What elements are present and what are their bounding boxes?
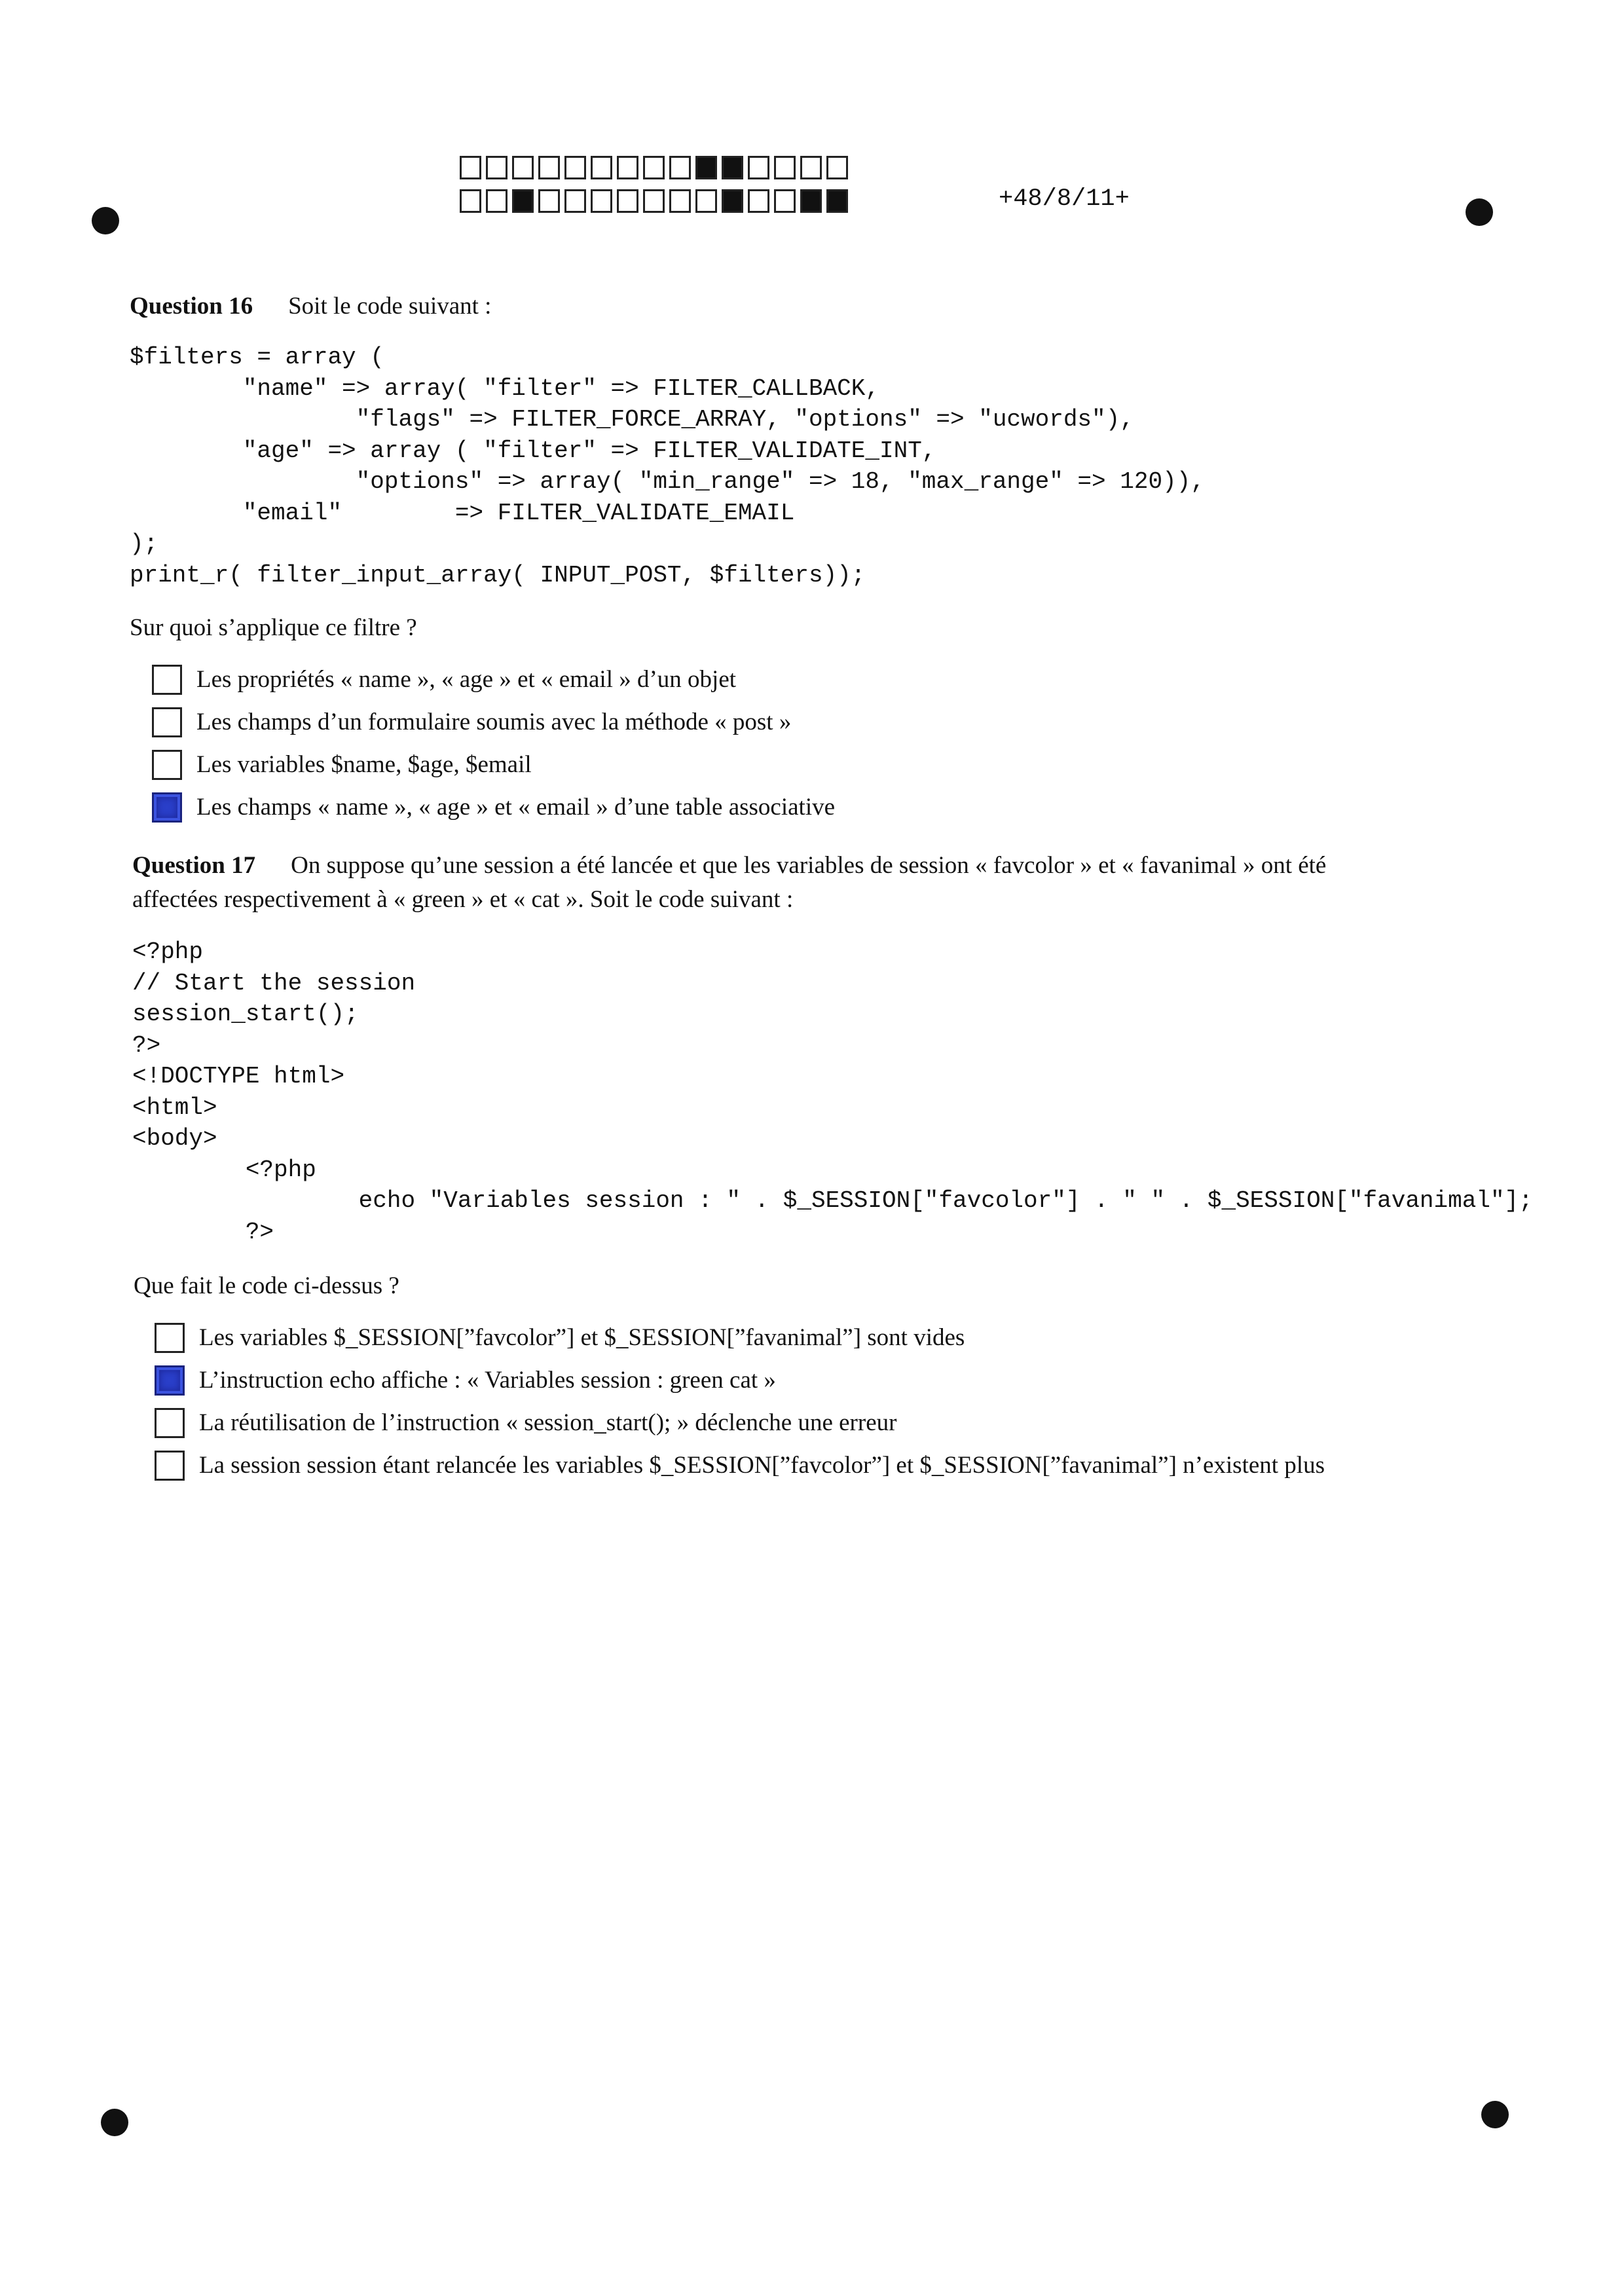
checkbox-checked[interactable] (155, 1365, 185, 1396)
id-cell-filled (826, 189, 848, 213)
answer-option[interactable] (155, 1316, 1325, 1359)
id-cell (591, 156, 612, 179)
id-cell (774, 156, 796, 179)
question-16-code: $filters = array ( "name" => array( "filter" => FILTER_CALLBACK, "flags" => FILTER_FORCE_ARRAY, "options" => "ucwords"), "age" => array ( "filter" => FILTER_VALIDATE_INT, "options" => array( "min_range" => 18, "max_range" => 120)), "email" => FILTER_VALIDATE_EMAIL ); print_r( filter_input_array( INPUT_POST, $filters)); (130, 344, 1205, 589)
question-17-answers (155, 1316, 1325, 1487)
checkbox[interactable] (152, 750, 182, 780)
id-cell-filled (800, 189, 822, 213)
id-cell (538, 189, 560, 213)
answer-option[interactable] (152, 701, 835, 743)
answer-option[interactable] (152, 786, 835, 828)
id-cell (800, 156, 822, 179)
question-16-title (130, 292, 491, 320)
checkbox[interactable] (155, 1451, 185, 1481)
id-cell (748, 189, 769, 213)
id-cell (460, 156, 481, 179)
question-16-prompt: Sur quoi s’applique ce filtre ? (130, 614, 417, 641)
id-cell-filled (722, 156, 743, 179)
registration-mark-bottom-left (101, 2109, 128, 2136)
registration-mark-top-left (92, 207, 119, 234)
answer-text: Les variables $name, $age, $email (196, 751, 532, 778)
checkbox[interactable] (152, 665, 182, 695)
question-17-title (132, 851, 1326, 880)
checkbox[interactable] (152, 707, 182, 737)
answer-option[interactable] (152, 743, 835, 786)
id-cell (486, 189, 507, 213)
answer-text: Les champs « name », « age » et « email » d’une table associative (196, 794, 836, 821)
student-id-boxes-bottom (460, 189, 853, 213)
page-code: +48/8/11+ (999, 185, 1130, 213)
id-cell (591, 189, 612, 213)
id-cell (617, 156, 638, 179)
id-cell (564, 156, 586, 179)
answer-text: L’instruction echo affiche : « Variables session : green cat » (199, 1367, 776, 1394)
question-16-intro: Soit le code suivant : (288, 293, 492, 320)
answer-text: Les champs d’un formulaire soumis avec la méthode « post » (196, 709, 792, 735)
id-cell (748, 156, 769, 179)
id-cell (538, 156, 560, 179)
question-16-answers (152, 658, 835, 828)
checkbox[interactable] (155, 1408, 185, 1438)
student-id-boxes-top (460, 156, 853, 179)
id-cell (774, 189, 796, 213)
answer-option[interactable] (155, 1444, 1325, 1487)
question-17-prompt: Que fait le code ci-dessus ? (134, 1272, 399, 1299)
registration-mark-bottom-right (1481, 2101, 1509, 2128)
id-cell (826, 156, 848, 179)
id-cell (643, 189, 665, 213)
question-16-label: Question 16 (130, 293, 253, 320)
answer-text: Les propriétés « name », « age » et « email » d’un objet (196, 666, 737, 693)
question-17-label: Question 17 (132, 852, 256, 879)
answer-option[interactable] (155, 1359, 1325, 1401)
id-cell (669, 189, 691, 213)
answer-option[interactable] (155, 1401, 1325, 1444)
id-cell (695, 189, 717, 213)
checkbox[interactable] (155, 1323, 185, 1353)
id-cell (512, 156, 534, 179)
id-cell (460, 189, 481, 213)
id-cell-filled (722, 189, 743, 213)
answer-text: La session session étant relancée les variables $_SESSION[”favcolor”] et $_SESSION[”favanimal”] n’existent plus (199, 1452, 1325, 1479)
id-cell-filled (695, 156, 717, 179)
question-17-intro-line2: affectées respectivement à « green » et « cat ». Soit le code suivant : (132, 886, 794, 913)
registration-mark-top-right (1466, 198, 1493, 226)
id-cell (617, 189, 638, 213)
id-cell (486, 156, 507, 179)
answer-text: Les variables $_SESSION[”favcolor”] et $_SESSION[”favanimal”] sont vides (199, 1324, 965, 1351)
answer-option[interactable] (152, 658, 835, 701)
question-17-code: <?php // Start the session session_start(); ?> <!DOCTYPE html> <html> <body> <?php echo "Variables session : " . $_SESSION["favcolor"] . " " . $_SESSION["favanimal"]; ?> (132, 938, 1533, 1246)
id-cell (669, 156, 691, 179)
checkbox-checked[interactable] (152, 792, 182, 823)
id-cell (643, 156, 665, 179)
id-cell (564, 189, 586, 213)
answer-text: La réutilisation de l’instruction « session_start(); » déclenche une erreur (199, 1409, 897, 1436)
id-cell-filled (512, 189, 534, 213)
question-17-intro-line1: On suppose qu’une session a été lancée et que les variables de session « favcolor » et « favanimal » ont été (291, 852, 1327, 879)
